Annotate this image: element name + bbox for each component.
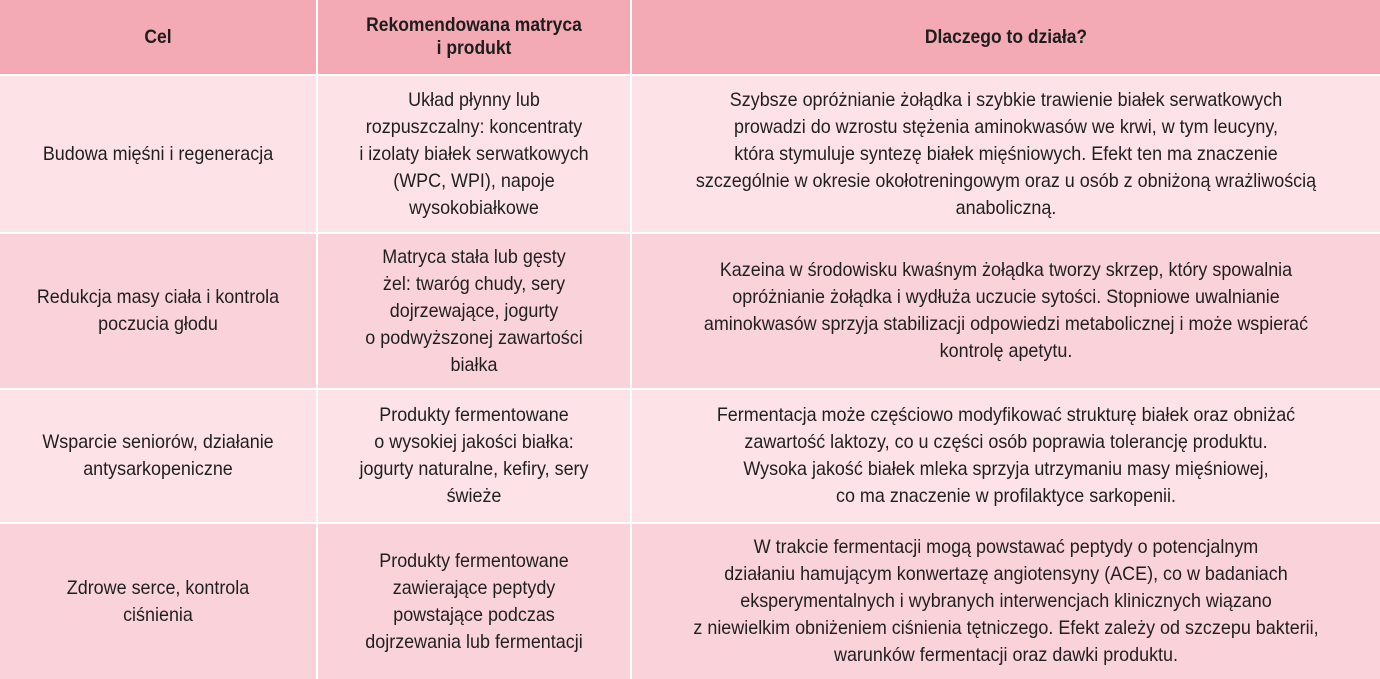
header-dlaczego-label: Dlaczego to działa?: [924, 26, 1088, 48]
row-2-matryca: [318, 234, 630, 388]
row-3-cel: [0, 390, 316, 522]
row-1-cel-text: Budowa mięśni i regeneracja: [42, 142, 274, 165]
row-2-cel: [0, 234, 316, 388]
header-matryca-label: Rekomendowana matryca i produkt: [366, 15, 582, 59]
row-1-matryca: [318, 76, 630, 232]
row-4-matryca-text: Produkty fermentowane zawierające peptydy powstające podczas dojrzewania lub fermentacji: [365, 549, 583, 653]
row-3-cel-text: Wsparcie seniorów, działanie antysarkopeniczne: [42, 431, 274, 480]
row-3-dlaczego-text: Fermentacja może częściowo modyfikować strukturę białek oraz obniżać zawartość laktozy, co u części osób poprawia tolerancję produktu. Wysoka jakość białek mleka sprzyja utrzymaniu masy mięśniowej, co ma znaczenie w profilaktyce sarkopenii.: [716, 404, 1296, 507]
row-3-dlaczego: [632, 390, 1380, 522]
row-2-dlaczego-text: Kazeina w środowisku kwaśnym żołądka tworzy skrzep, który spowalnia opróżnianie żołądka i wydłuża uczucie sytości. Stopniowe uwalnianie aminokwasów sprzyja stabilizacji odpowiedzi metabolicznej i może wspierać kontrolę apetytu.: [703, 259, 1309, 362]
row-1-cel: [0, 76, 316, 232]
row-1-dlaczego: [632, 76, 1380, 232]
header-cel-label: Cel: [144, 26, 172, 48]
row-3-matryca: [318, 390, 630, 522]
header-cel: [0, 0, 316, 74]
header-dlaczego: [632, 0, 1380, 74]
row-1-matryca-text: Układ płynny lub rozpuszczalny: koncentraty i izolaty białek serwatkowych (WPC, WPI), napoje wysokobiałkowe: [359, 88, 589, 219]
row-2-matryca-text: Matryca stała lub gęsty żel: twaróg chudy, sery dojrzewające, jogurty o podwyższonej zawartości białka: [365, 245, 583, 376]
row-4-cel: [0, 524, 316, 679]
row-3-matryca-text: Produkty fermentowane o wysokiej jakości białka: jogurty naturalne, kefiry, sery świeże: [359, 404, 589, 507]
header-matryca: [318, 0, 630, 74]
row-1-dlaczego-text: Szybsze opróżnianie żołądka i szybkie trawienie białek serwatkowych prowadzi do wzrostu stężenia aminokwasów we krwi, w tym leucyny, która stymuluje syntezę białek mięśniowych. Efekt ten ma znaczenie szczególnie w okresie okołotreningowym oraz u osób z obniżoną wrażliwością anaboliczną.: [695, 88, 1317, 219]
row-4-cel-text: Zdrowe serce, kontrola ciśnienia: [66, 576, 250, 626]
row-4-dlaczego-text: W trakcie fermentacji mogą powstawać peptydy o potencjalnym działaniu hamującym konwertazę angiotensyny (ACE), co w badaniach eksperymentalnych i wybranych interwencjach klinicznych wiązano z niewielkim obniżeniem ciśnienia tętniczego. Efekt zależy od szczepu bakterii, warunków fermentacji oraz dawki produktu.: [693, 536, 1319, 666]
row-4-matryca: [318, 524, 630, 679]
row-4-dlaczego: [632, 524, 1380, 679]
row-2-cel-text: Redukcja masy ciała i kontrola poczucia głodu: [36, 286, 280, 335]
row-2-dlaczego: [632, 234, 1380, 388]
